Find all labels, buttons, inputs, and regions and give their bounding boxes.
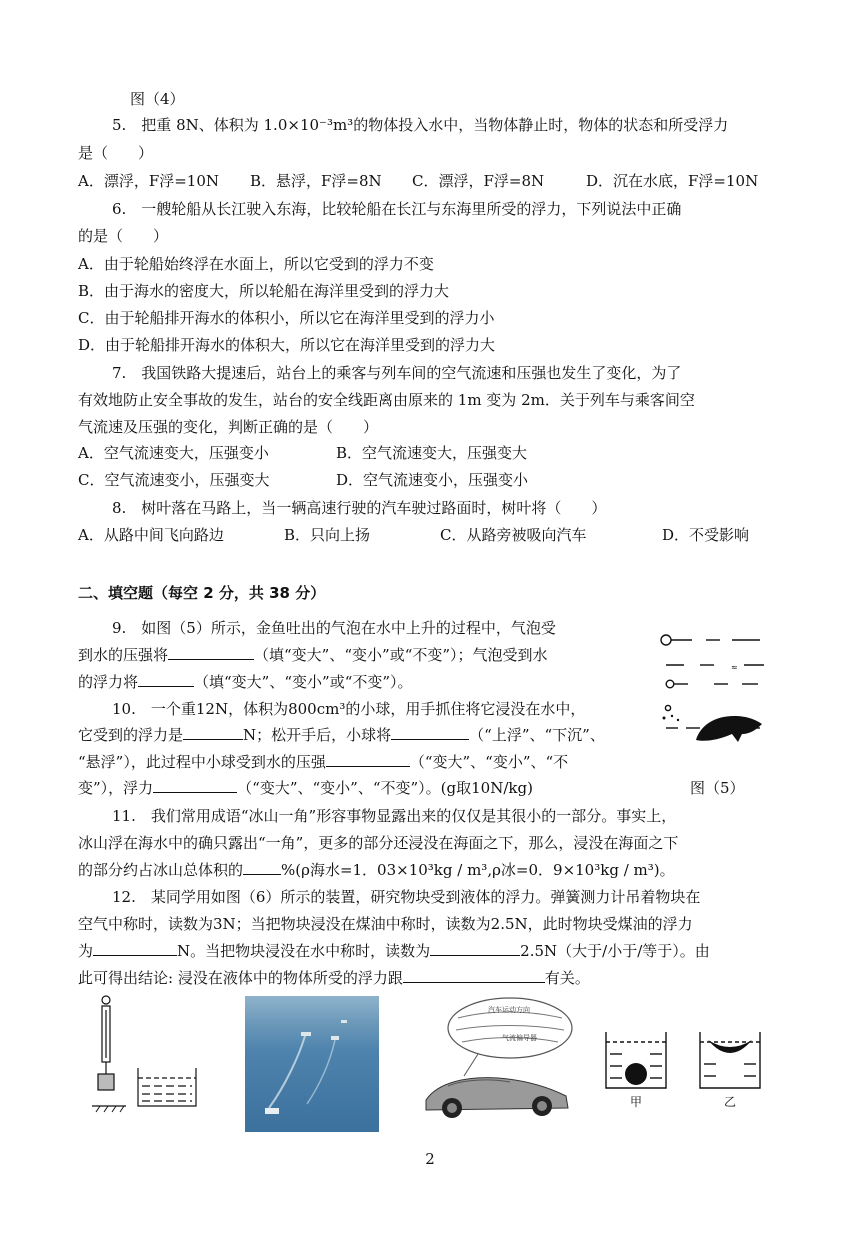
fig5-fish-bubbles xyxy=(656,630,776,750)
q10-line1: 10. 一个重12N，体积为800cm³的小球，用手抓住将它浸没在水中， xyxy=(112,700,586,718)
q6-line1: 6. 一艘轮船从长江驶入东海，比较轮船在长江与东海里所受的浮力，下列说法中正确 xyxy=(112,200,682,218)
fig6-spring-scale-apparatus xyxy=(92,994,202,1124)
q6-option-d: D．由于轮船排开海水的体积大，所以它在海洋里受到的浮力大 xyxy=(78,336,496,354)
q6-option-a: A．由于轮船始终浮在水面上，所以它受到的浮力不变 xyxy=(78,255,434,273)
q5-option-b: B．悬浮，F浮=8N xyxy=(250,172,382,190)
q7-option-d: D．空气流速变小，压强变小 xyxy=(336,471,529,489)
q11-line3 xyxy=(78,859,675,881)
q9-text: （填“变大”、“变小”或“不变”）。 xyxy=(194,673,413,691)
q12-blank-1[interactable] xyxy=(93,940,177,956)
fig5-caption: 图（5） xyxy=(690,779,745,797)
q9-line3 xyxy=(78,671,413,693)
q9-text: （填“变大”、“变小”或“不变”）；气泡受到水 xyxy=(254,646,548,664)
beaker-yi xyxy=(700,1032,760,1088)
fig-racecar-spoiler xyxy=(418,996,578,1124)
q10-blank-4[interactable] xyxy=(153,777,237,793)
q7-line1: 7. 我国铁路大提速后，站台上的乘客与列车间的空气流速和压强也发生了变化，为了 xyxy=(112,364,682,382)
ships-at-sea-photo xyxy=(245,996,379,1132)
q7-option-c: C．空气流速变小，压强变大 xyxy=(78,471,270,489)
q9-line1: 9. 如图（5）所示，金鱼吐出的气泡在水中上升的过程中，气泡受 xyxy=(112,619,556,637)
q5-option-a: A．漂浮，F浮=10N xyxy=(78,172,220,190)
q12-blank-3[interactable] xyxy=(403,967,545,983)
beaker-yi-label: 乙 xyxy=(724,1095,737,1109)
q10-blank-3[interactable] xyxy=(326,751,410,767)
q11-line1: 11. 我们常用成语“冰山一角”形容事物显露出来的仅仅是其很小的一部分。事实上， xyxy=(112,807,677,825)
bubble-small xyxy=(665,705,670,710)
q6-option-b: B．由于海水的密度大，所以轮船在海洋里受到的浮力大 xyxy=(78,282,450,300)
q10-line3 xyxy=(78,751,568,773)
q6-line2: 的是（ ） xyxy=(78,227,169,245)
q8-option-a: A．从路中间飞向路边 xyxy=(78,526,224,544)
q7-option-a: A．空气流速变大，压强变小 xyxy=(78,444,269,462)
bubble-medium xyxy=(666,680,674,688)
q12-text: 2.5N（大于/小于/等于）。由 xyxy=(520,942,710,960)
q7-option-b: B．空气流速变大，压强变大 xyxy=(336,444,528,462)
sunk-ball-icon xyxy=(625,1063,647,1085)
q6-option-c: C．由于轮船排开海水的体积小，所以它在海洋里受到的浮力小 xyxy=(78,309,495,327)
q8-option-c: C．从路旁被吸向汽车 xyxy=(440,526,587,544)
q11-blank[interactable] xyxy=(243,859,281,875)
fig4-caption: 图（4） xyxy=(130,90,185,108)
q10-text: （“变大”、“变小”、“不 xyxy=(409,753,569,771)
q10-blank-2[interactable] xyxy=(391,724,469,740)
q10-text: N；松开手后，小球将 xyxy=(243,726,392,744)
q10-blank-1[interactable] xyxy=(183,724,243,740)
q11-line2: 冰山浮在海水中的确只露出“一角”，更多的部分还浸没在海面之下，那么，浸没在海面之下 xyxy=(78,834,679,852)
q8-option-b: B．只向上扬 xyxy=(284,526,371,544)
q12-text: 为 xyxy=(78,942,94,960)
beaker-icon xyxy=(138,1068,196,1106)
q10-text: 变”），浮力 xyxy=(78,779,154,797)
q8-option-d: D．不受影响 xyxy=(662,526,750,544)
q10-line2 xyxy=(78,724,605,746)
page-number: 2 xyxy=(425,1150,435,1168)
q11-text: %(ρ海水=1．03×10³kg / m³,ρ冰=0．9×10³kg / m³)。 xyxy=(281,861,675,879)
ship-icon xyxy=(265,1108,279,1114)
svg-text:≈: ≈ xyxy=(731,663,738,672)
q9-blank-1[interactable] xyxy=(168,644,254,660)
q7-line3: 气流速及压强的变化，判断正确的是（ ） xyxy=(78,418,379,436)
car-direction-label: 汽车运动方向 xyxy=(488,1006,530,1014)
q8-line1: 8. 树叶落在马路上，当一辆高速行驶的汽车驶过路面时，树叶将（ ） xyxy=(112,499,607,517)
q7-line2: 有效地防止安全事故的发生，站台的安全线距离由原来的 1m 变为 2m．关于列车与乘客间空 xyxy=(78,391,695,409)
q12-line1: 12. 某同学用如图（6）所示的装置，研究物块受到液体的浮力。弹簧测力计吊着物块在 xyxy=(112,888,701,906)
block-icon xyxy=(98,1074,114,1090)
q5-option-c: C．漂浮，F浮=8N xyxy=(412,172,545,190)
q12-text: 此可得出结论: 浸没在液体中的物体所受的浮力跟 xyxy=(78,969,403,987)
q12-line4 xyxy=(78,967,590,989)
spoiler-label: 气流偏导器 xyxy=(502,1034,537,1042)
q12-text: 有关。 xyxy=(544,969,590,987)
q9-text: 到水的压强将 xyxy=(78,646,169,664)
beaker-jia-label: 甲 xyxy=(630,1095,643,1109)
q9-line2 xyxy=(78,644,548,666)
q12-line2: 空气中称时，读数为3N；当把物块浸没在煤油中称时，读数为2.5N，此时物块受煤油的浮力 xyxy=(78,915,693,933)
q12-blank-2[interactable] xyxy=(430,940,520,956)
q10-text: （“变大”、“变小”、“不变”）。(g取10N/kg) xyxy=(237,779,533,797)
q5-option-d: D．沉在水底，F浮=10N xyxy=(586,172,759,190)
q11-text: 的部分约占冰山总体积的 xyxy=(78,861,244,879)
q9-text: 的浮力将 xyxy=(78,673,139,691)
section2-title: 二、填空题（每空 2 分，共 38 分） xyxy=(78,584,326,602)
q10-line4 xyxy=(78,777,533,799)
q10-text: “悬浮”），此过程中小球受到水的压强 xyxy=(78,753,326,771)
q10-text: 它受到的浮力是 xyxy=(78,726,184,744)
fig-two-beakers xyxy=(604,1030,774,1110)
q10-text: （“上浮”、“下沉”、 xyxy=(469,726,605,744)
q9-blank-2[interactable] xyxy=(138,671,194,687)
q5-line1: 5. 把重 8N、体积为 1.0×10⁻³m³的物体投入水中，当物体静止时，物体的状态和所受浮力 xyxy=(112,116,729,134)
q12-text: N。当把物块浸没在水中称时，读数为 xyxy=(177,942,431,960)
fish-silhouette xyxy=(696,716,762,742)
bubble-large xyxy=(661,635,671,645)
q5-line2: 是（ ） xyxy=(78,144,154,162)
q12-line3 xyxy=(78,940,710,962)
